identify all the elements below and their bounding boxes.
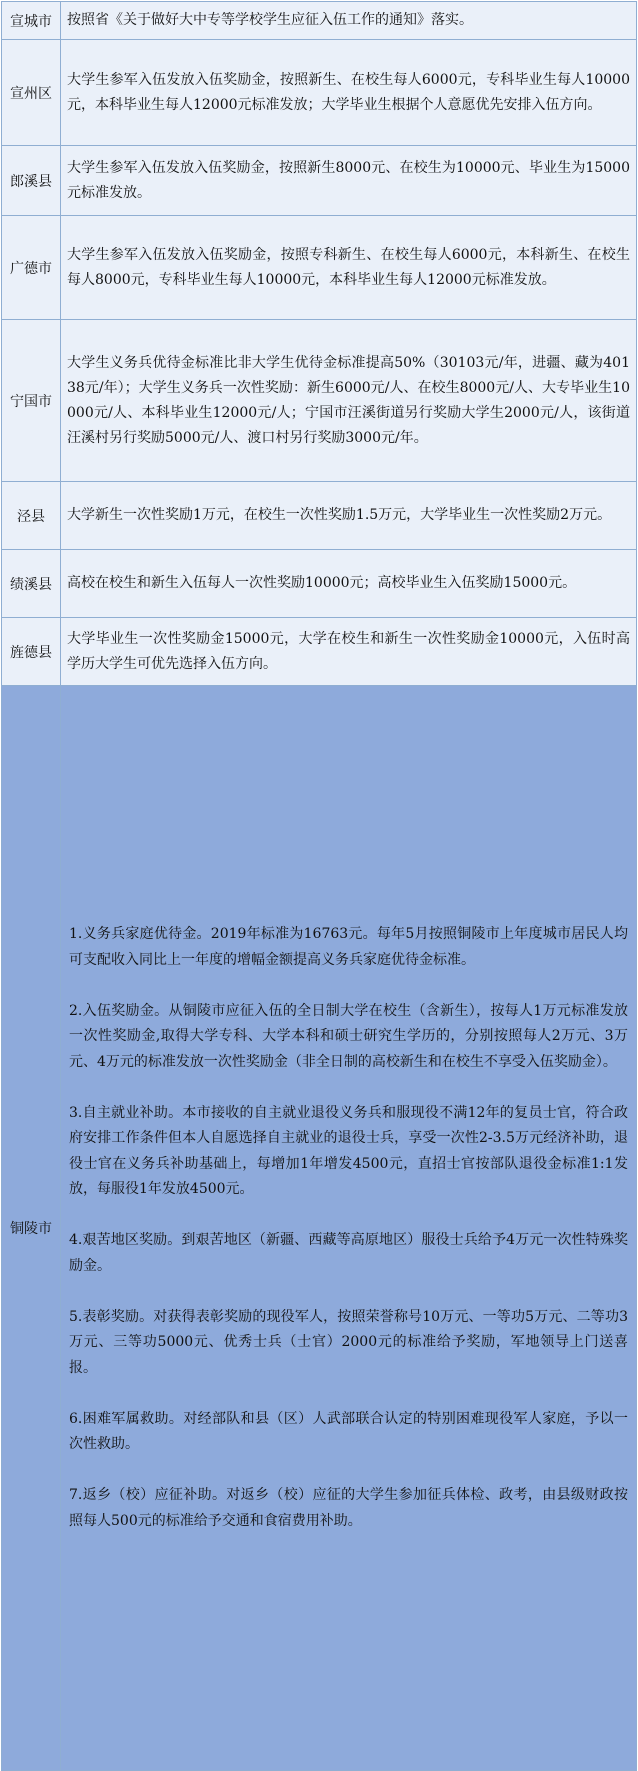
table-row (2, 618, 637, 686)
policy-text: 高校在校生和新生入伍每人一次性奖励10000元；高校毕业生入伍奖励15000元。 (61, 550, 637, 618)
region-name: 铜陵市 (2, 686, 61, 1771)
policy-item: 1.义务兵家庭优待金。2019年标准为16763元。每年5月按照铜陵市上年度城市居民人均可支配收入同比上一年度的增幅金额提高义务兵家庭优待金标准。 (69, 926, 628, 968)
region-name: 郎溪县 (2, 146, 61, 216)
table-row (2, 550, 637, 618)
policy-text: 大学生参军入伍发放入伍奖励金，按照新生、在校生每人6000元，专科毕业生每人10000元，本科毕业生每人12000元标准发放；大学毕业生根据个人意愿优先安排入伍方向。 (61, 40, 637, 146)
policy-item: 5.表彰奖励。对获得表彰奖励的现役军人，按照荣誉称号10万元、一等功5万元、二等功3万元、三等功5000元、优秀士兵（士官）2000元的标准给予奖励，军地领导上门送喜报。 (69, 1308, 628, 1376)
region-name: 宣州区 (2, 40, 61, 146)
policy-item: 2.入伍奖励金。从铜陵市应征入伍的全日制大学在校生（含新生），按每人1万元标准发放一次性奖励金,取得大学专科、大学本科和硕士研究生学历的，分别按照每人2万元、3万元、4万元的标准发放一次性奖励金（非全日制的高校新生和在校生不享受入伍奖励金）。 (69, 1002, 628, 1070)
table-row (2, 2, 637, 40)
policy-text: 大学新生一次性奖励1万元，在校生一次性奖励1.5万元，大学毕业生一次性奖励2万元。 (61, 482, 637, 550)
region-name: 泾县 (2, 482, 61, 550)
policy-item: 7.返乡（校）应征补助。对返乡（校）应征的大学生参加征兵体检、政考，由县级财政按照每人500元的标准给予交通和食宿费用补助。 (69, 1487, 628, 1529)
policy-text: 大学生参军入伍发放入伍奖励金，按照专科新生、在校生每人6000元，本科新生、在校生每人8000元，专科毕业生每人10000元，本科毕业生每人12000元标准发放。 (61, 216, 637, 320)
region-name: 旌德县 (2, 618, 61, 686)
policy-text: 大学毕业生一次性奖励金15000元，大学在校生和新生一次性奖励金10000元，入伍时高学历大学生可优先选择入伍方向。 (61, 618, 637, 686)
policy-table (1, 1, 637, 1771)
table-row (2, 146, 637, 216)
policy-text: 大学生参军入伍发放入伍奖励金，按照新生8000元、在校生为10000元、毕业生为15000元标准发放。 (61, 146, 637, 216)
policy-text: 按照省《关于做好大中专等学校学生应征入伍工作的通知》落实。 (61, 2, 637, 40)
policy-item: 3.自主就业补助。本市接收的自主就业退役义务兵和服现役不满12年的复员士官，符合政府安排工作条件但本人自愿选择自主就业的退役士兵，享受一次性2-3.5万元经济补助，退役士官在义务兵补助基础上，每增加1年增发4500元，直招士官按部队退役金标准1:1发放，每服役1年发放4500元。 (69, 1104, 628, 1197)
policy-item: 4.艰苦地区奖励。到艰苦地区（新疆、西藏等高原地区）服役士兵给予4万元一次性特殊奖励金。 (69, 1232, 628, 1274)
table-row-tongling (2, 686, 637, 1771)
policy-item: 6.困难军属救助。对经部队和县（区）人武部联合认定的特别困难现役军人家庭，予以一次性救助。 (69, 1410, 628, 1452)
region-name: 绩溪县 (2, 550, 61, 618)
table-row (2, 320, 637, 482)
table-row (2, 40, 637, 146)
region-name: 广德市 (2, 216, 61, 320)
policy-list (61, 686, 637, 1771)
policy-text: 大学生义务兵优待金标准比非大学生优待金标准提高50%（30103元/年，进疆、藏为40138元/年）；大学生义务兵一次性奖励：新生6000元/人、在校生8000元/人、大专毕业生10000元/人、本科毕业生12000元/人；宁国市汪溪街道另行奖励大学生2000元/人，该街道汪溪村另行奖励5000元/人、渡口村另行奖励3000元/年。 (61, 320, 637, 482)
region-name: 宣城市 (2, 2, 61, 40)
table-row (2, 216, 637, 320)
region-name: 宁国市 (2, 320, 61, 482)
table-row (2, 482, 637, 550)
